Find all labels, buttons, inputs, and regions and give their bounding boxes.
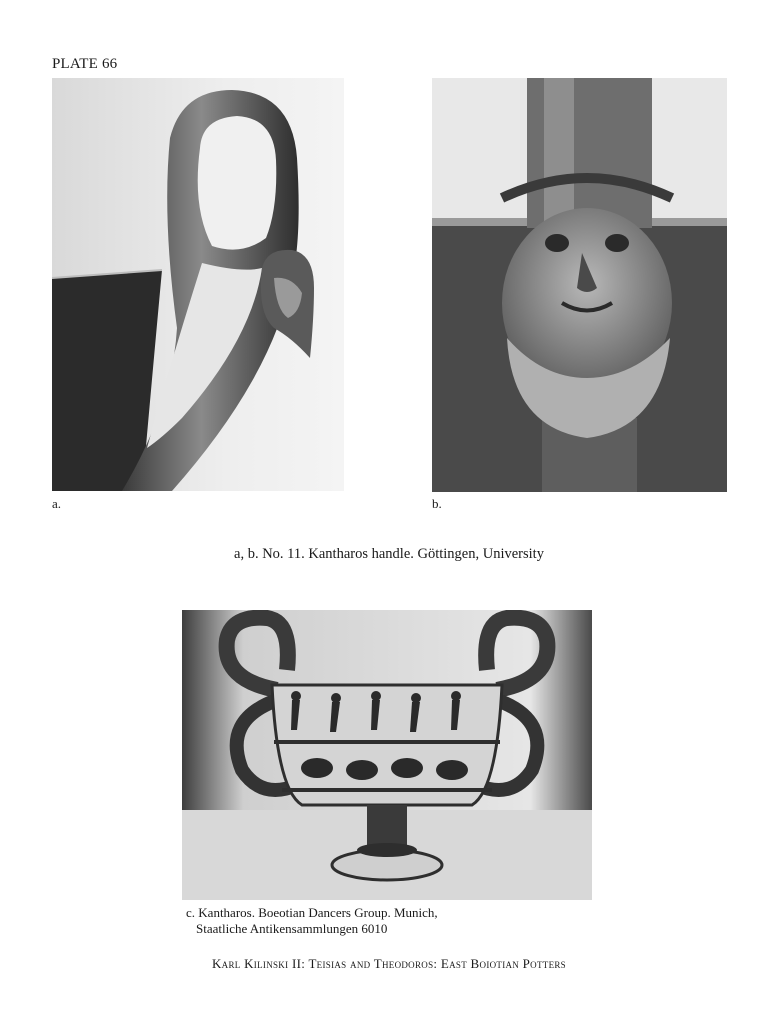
figure-c-label: c. [186, 905, 196, 920]
running-footer: Karl Kilinski II: Teisias and Theodoros: East Boiotian Potters [211, 956, 566, 971]
kantharos-vessel-photo-icon [182, 610, 592, 900]
bearded-head-front-photo-icon [432, 78, 727, 492]
caption-c-line1: Kantharos. Boeotian Dancers Group. Munich, [198, 905, 438, 920]
caption-figures-a-b: a, b. No. 11. Kantharos handle. Göttingen, University [234, 546, 544, 562]
photo-a-kantharos-handle [52, 78, 344, 491]
figure-b-label: b. [432, 496, 442, 511]
figure-a-label: a. [52, 496, 62, 511]
kantharos-handle-side-photo-icon [52, 78, 344, 491]
plate-number: PLATE 66 [52, 56, 118, 72]
photo-c-kantharos [182, 610, 592, 900]
caption-figure-c [186, 905, 438, 937]
caption-c-line2: Staatliche Antikensammlungen 6010 [196, 921, 388, 936]
photo-b-bearded-head [432, 78, 727, 492]
